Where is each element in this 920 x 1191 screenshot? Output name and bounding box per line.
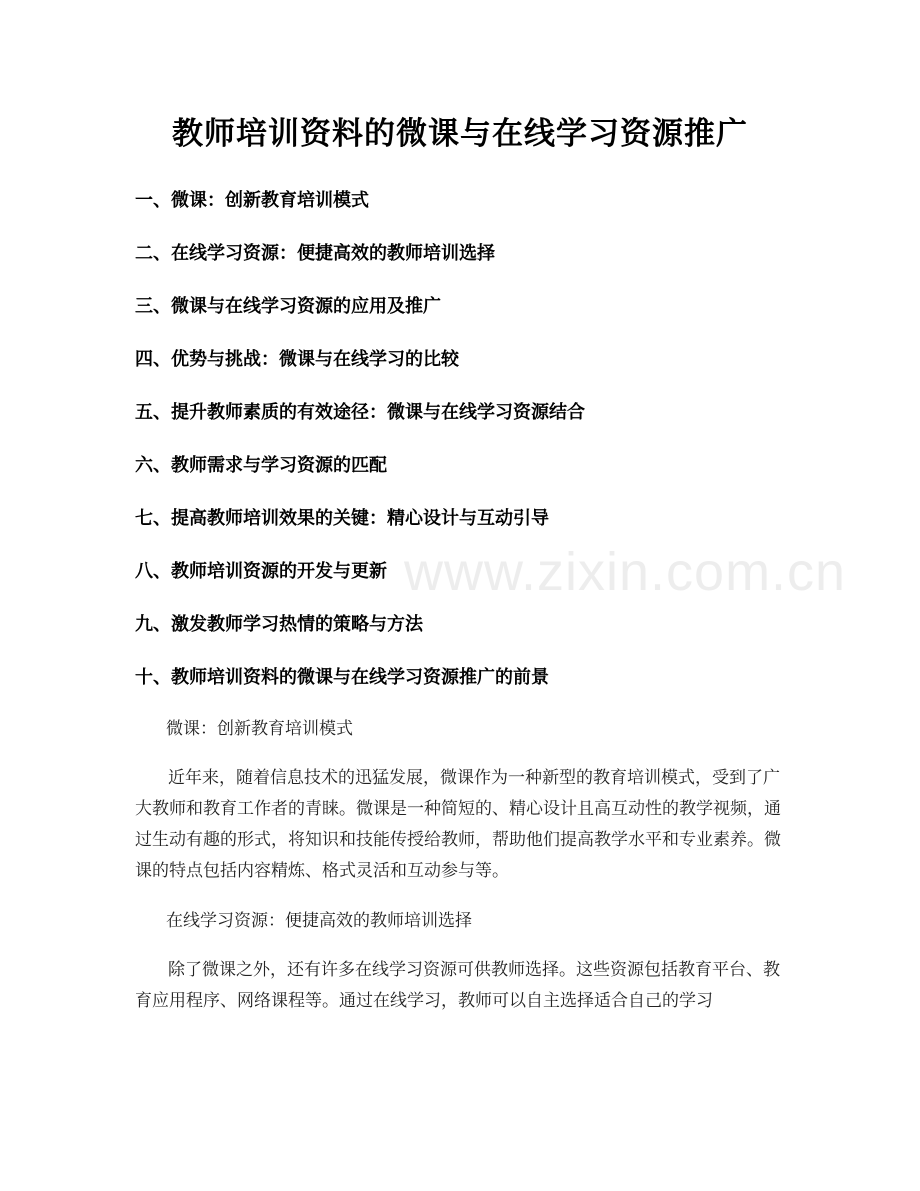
- toc-item: 八、教师培训资源的开发与更新: [135, 561, 387, 582]
- toc-item: 十、教师培训资料的微课与在线学习资源推广的前景: [135, 667, 549, 688]
- section-paragraph: 近年来，随着信息技术的迅猛发展，微课作为一种新型的教育培训模式，受到了广大教师和教育工作者的青睐。微课是一种简短的、精心设计且高互动性的教学视频，通过生动有趣的形式，将知识和技能传授给教师，帮助他们提高教学水平和专业素养。微课的特点包括内容精炼、格式灵活和互动参与等。: [135, 768, 781, 881]
- section-paragraph: 除了微课之外，还有许多在线学习资源可供教师选择。这些资源包括教育平台、教育应用程序、网络课程等。通过在线学习，教师可以自主选择适合自己的学习: [135, 960, 780, 1011]
- toc-item: 三、微课与在线学习资源的应用及推广: [135, 296, 441, 317]
- section-heading: 微课：创新教育培训模式: [166, 719, 353, 739]
- toc-item: 五、提升教师素质的有效途径：微课与在线学习资源结合: [135, 402, 585, 423]
- toc-item: 七、提高教师培训效果的关键：精心设计与互动引导: [135, 508, 549, 529]
- table-of-contents: [135, 186, 585, 716]
- watermark-text: www.zixin.com.cn: [404, 542, 847, 602]
- section-heading: 在线学习资源：便捷高效的教师培训选择: [166, 911, 472, 931]
- toc-item: 九、激发教师学习热情的策略与方法: [135, 614, 423, 635]
- toc-item: 六、教师需求与学习资源的匹配: [135, 455, 387, 476]
- document-title: 教师培训资料的微课与在线学习资源推广: [172, 116, 748, 152]
- toc-item: 二、在线学习资源：便捷高效的教师培训选择: [135, 243, 495, 264]
- toc-item: 一、微课：创新教育培训模式: [135, 190, 369, 211]
- document-body: [135, 714, 787, 1036]
- toc-item: 四、优势与挑战：微课与在线学习的比较: [135, 349, 459, 370]
